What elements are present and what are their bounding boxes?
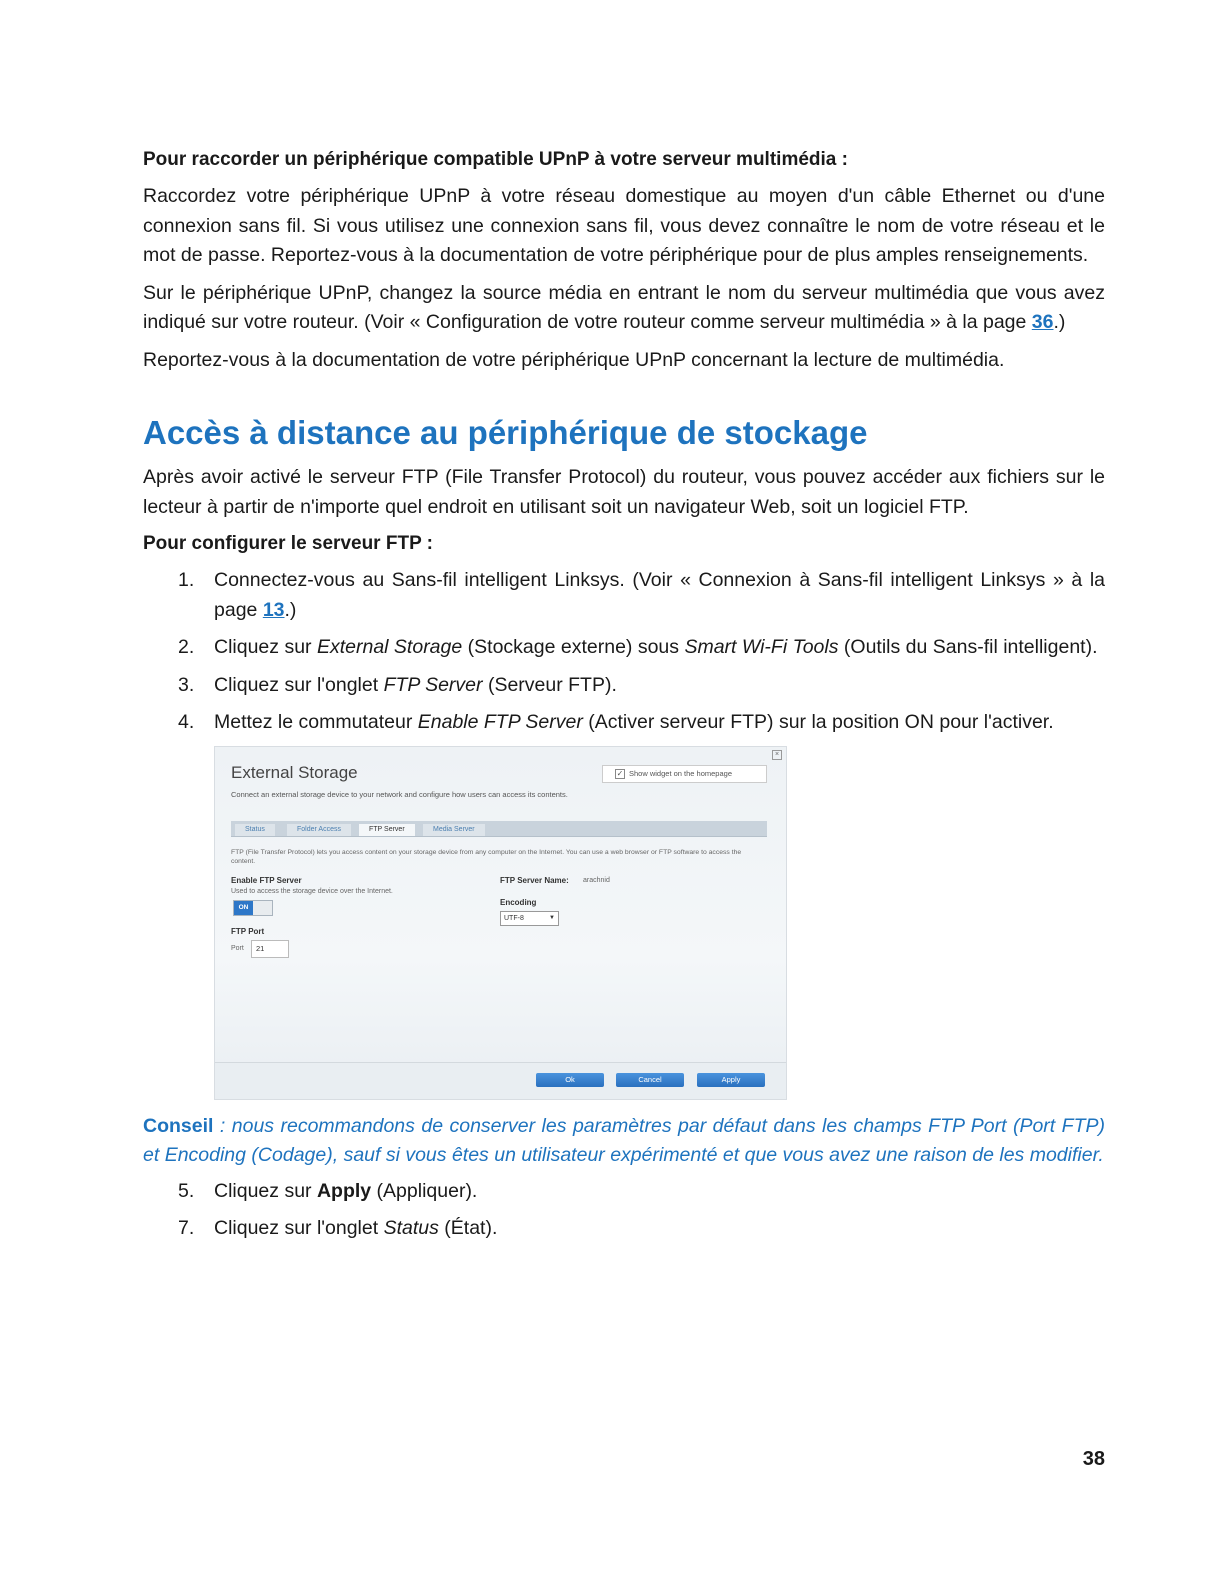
encoding-select[interactable]: UTF-8 ▼ — [500, 911, 559, 926]
enable-ftp-hint: Used to access the storage device over the Internet. — [231, 887, 393, 895]
port-label: Port — [231, 944, 244, 952]
enable-ftp-toggle[interactable]: ON — [233, 900, 273, 916]
tab-bar — [231, 821, 767, 837]
server-name-label: FTP Server Name: — [500, 875, 569, 885]
tip-note: Conseil : nous recommandons de conserver les paramètres par défaut dans les champs FTP Port (Port FTP) et Encoding (Codage), sauf si vous êtes un utilisateur expérimenté et que vous avez une raison de les modifier. — [143, 1114, 1105, 1166]
step-5: 5. Cliquez sur Apply (Appliquer). — [178, 1179, 478, 1202]
external-storage-screenshot — [214, 746, 787, 1100]
page-link-13[interactable]: 13 — [262, 598, 285, 621]
steps-list — [143, 566, 1105, 738]
cancel-button[interactable]: Cancel — [616, 1073, 684, 1087]
paragraph-upnp-source: Sur le périphérique UPnP, changez la source média en entrant le nom du serveur multimédia que vous avez indiqué sur votre routeur. (Voir « Configuration de votre routeur comme serveur multimédia » à la page 36.) — [143, 281, 1105, 333]
tab-ftp-server[interactable]: FTP Server — [359, 824, 415, 836]
apply-button[interactable]: Apply — [697, 1073, 765, 1087]
ftp-heading: Pour configurer le serveur FTP : — [143, 533, 434, 554]
step-2: 2. Cliquez sur External Storage (Stockage externe) sous Smart Wi-Fi Tools (Outils du Sans-fil intelligent). — [178, 636, 1098, 658]
tab-media-server[interactable]: Media Server — [423, 824, 485, 836]
paragraph-upnp-docs: Reportez-vous à la documentation de votre périphérique UPnP concernant la lecture de multimédia. — [143, 348, 1005, 371]
paragraph-upnp-connect: Raccordez votre périphérique UPnP à votre réseau domestique au moyen d'un câble Ethernet ou d'une connexion sans fil. Si vous utilisez une connexion sans fil, vous devez connaître le nom de votre réseau et le mot de passe. Reportez-vous à la documentation de votre périphérique pour de plus amples renseignements. — [143, 185, 1105, 266]
steps-list-continued — [143, 1177, 1105, 1244]
close-icon[interactable]: × — [772, 750, 782, 760]
step-7: 7. Cliquez sur l'onglet Status (État). — [178, 1217, 498, 1239]
ok-button[interactable]: Ok — [536, 1073, 604, 1087]
show-widget-checkbox[interactable]: ✓ Show widget on the homepage — [602, 765, 767, 783]
step-3: 3. Cliquez sur l'onglet FTP Server (Serveur FTP). — [178, 673, 617, 696]
ftp-port-label: FTP Port — [231, 926, 265, 936]
page-number: 38 — [1082, 1448, 1105, 1470]
page-link-36[interactable]: 36 — [1031, 311, 1054, 333]
panel-subtitle: Connect an external storage device to your network and configure how users can access its contents. — [231, 789, 568, 799]
section-intro: Après avoir activé le serveur FTP (File Transfer Protocol) du routeur, vous pouvez accéder aux fichiers sur le lecteur à partir de n'importe quel endroit en utilisant soit un navigateur Web, soit un logiciel FTP. — [143, 466, 1105, 518]
encoding-label: Encoding — [500, 897, 537, 907]
server-name-value: arachnid — [583, 876, 610, 884]
enable-ftp-label: Enable FTP Server — [231, 875, 302, 885]
step-4: 4. Mettez le commutateur Enable FTP Server (Activer serveur FTP) sur la position ON pour l'activer. — [178, 711, 1054, 733]
panel-footer — [215, 1062, 786, 1099]
tab-status[interactable]: Status — [235, 824, 275, 836]
step-1: 1. Connectez-vous au Sans-fil intelligent Linksys. (Voir « Connexion à Sans-fil intelligent Linksys » à la page 13.) — [178, 569, 1105, 621]
panel-title: External Storage — [231, 762, 358, 782]
section-title: Accès à distance au périphérique de stockage — [143, 414, 868, 451]
ftp-description: FTP (File Transfer Protocol) lets you access content on your storage device from any computer on the Internet. You can use a web browser or FTP software to access the content. — [231, 848, 742, 865]
checkbox-checked-icon: ✓ — [616, 768, 624, 778]
chevron-down-icon: ▼ — [549, 914, 555, 921]
port-input[interactable]: 21 — [251, 940, 289, 958]
document-body — [143, 146, 1105, 1252]
tab-folder-access[interactable]: Folder Access — [287, 824, 351, 836]
upnp-heading: Pour raccorder un périphérique compatible UPnP à votre serveur multimédia : — [143, 149, 848, 170]
